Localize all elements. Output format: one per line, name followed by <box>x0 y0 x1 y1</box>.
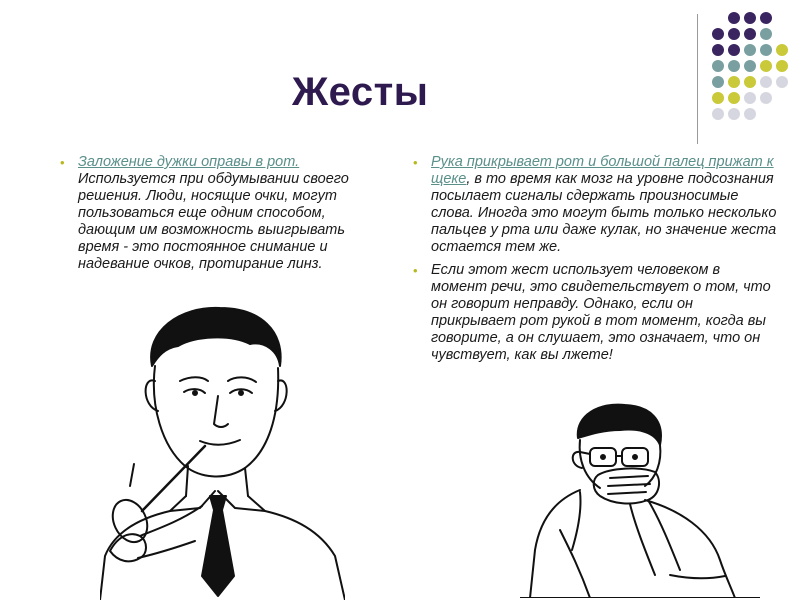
decorative-dot <box>728 108 740 120</box>
decorative-dot <box>776 44 788 56</box>
decorative-dot <box>744 28 756 40</box>
decorative-dot <box>760 92 772 104</box>
decorative-dot <box>760 76 772 88</box>
decorative-dot <box>712 44 724 56</box>
decorative-dot <box>728 44 740 56</box>
bullet-dot: • <box>413 155 418 170</box>
right-bullet-1 <box>413 154 778 256</box>
bullet-dot: • <box>60 155 65 170</box>
decorative-dot <box>712 76 724 88</box>
decorative-dot <box>776 76 788 88</box>
decorative-dot <box>728 12 740 24</box>
slide-title: Жесты <box>292 70 429 114</box>
bullet-dot: • <box>413 263 418 278</box>
right-bullet-1-text: , в то время как мозг на уровне подсознания посылает сигналы сдержать произносимые слова. Иногда это могут быть только несколько пальцев у рта или даже кулак, но значение жеста остается тем же. <box>431 171 777 255</box>
right-bullet-2 <box>413 262 778 364</box>
decorative-dot <box>728 76 740 88</box>
left-bullet-text: Используется при обдумывании своего решения. Люди, носящие очки, могут пользоваться еще одним способом, дающим им возможность выигрывать время - это постоянное снимание и надевание очков, протирание линз. <box>78 171 349 272</box>
decorative-dot <box>760 44 772 56</box>
decorative-dot <box>744 108 756 120</box>
decorative-dot <box>728 92 740 104</box>
right-bullet-1-link[interactable]: Рука прикрывает рот и большой палец прижат к щеке <box>431 154 774 187</box>
decorative-dot <box>728 60 740 72</box>
man-with-glasses-illustration <box>100 296 345 600</box>
decorative-dot <box>712 92 724 104</box>
decorative-dot <box>712 60 724 72</box>
decorative-dot <box>776 60 788 72</box>
decorative-dot <box>744 60 756 72</box>
decorative-dot <box>760 12 772 24</box>
decorative-dot <box>744 76 756 88</box>
decorative-dot <box>712 28 724 40</box>
decorative-dot <box>744 44 756 56</box>
right-column <box>413 154 778 370</box>
right-bullet-2-text: Если этот жест использует человеком в момент речи, это свидетельствует о том, что он говорит неправду. Однако, если он прикрывает рот рукой в тот момент, когда вы говорите, а он слушает, это означает, что он чувствует, как вы лжете! <box>431 262 771 363</box>
decorative-dot <box>712 108 724 120</box>
left-column <box>60 154 365 279</box>
left-bullet <box>60 154 365 273</box>
man-covering-mouth-illustration <box>520 400 760 598</box>
decorative-dot-grid <box>710 10 800 130</box>
decorative-dot <box>728 28 740 40</box>
decorative-dot <box>760 60 772 72</box>
decorative-dot <box>744 92 756 104</box>
decorative-divider-line <box>697 14 698 144</box>
left-bullet-link[interactable]: Заложение дужки оправы в рот. <box>78 154 300 170</box>
decorative-dot <box>760 28 772 40</box>
decorative-dot <box>744 12 756 24</box>
